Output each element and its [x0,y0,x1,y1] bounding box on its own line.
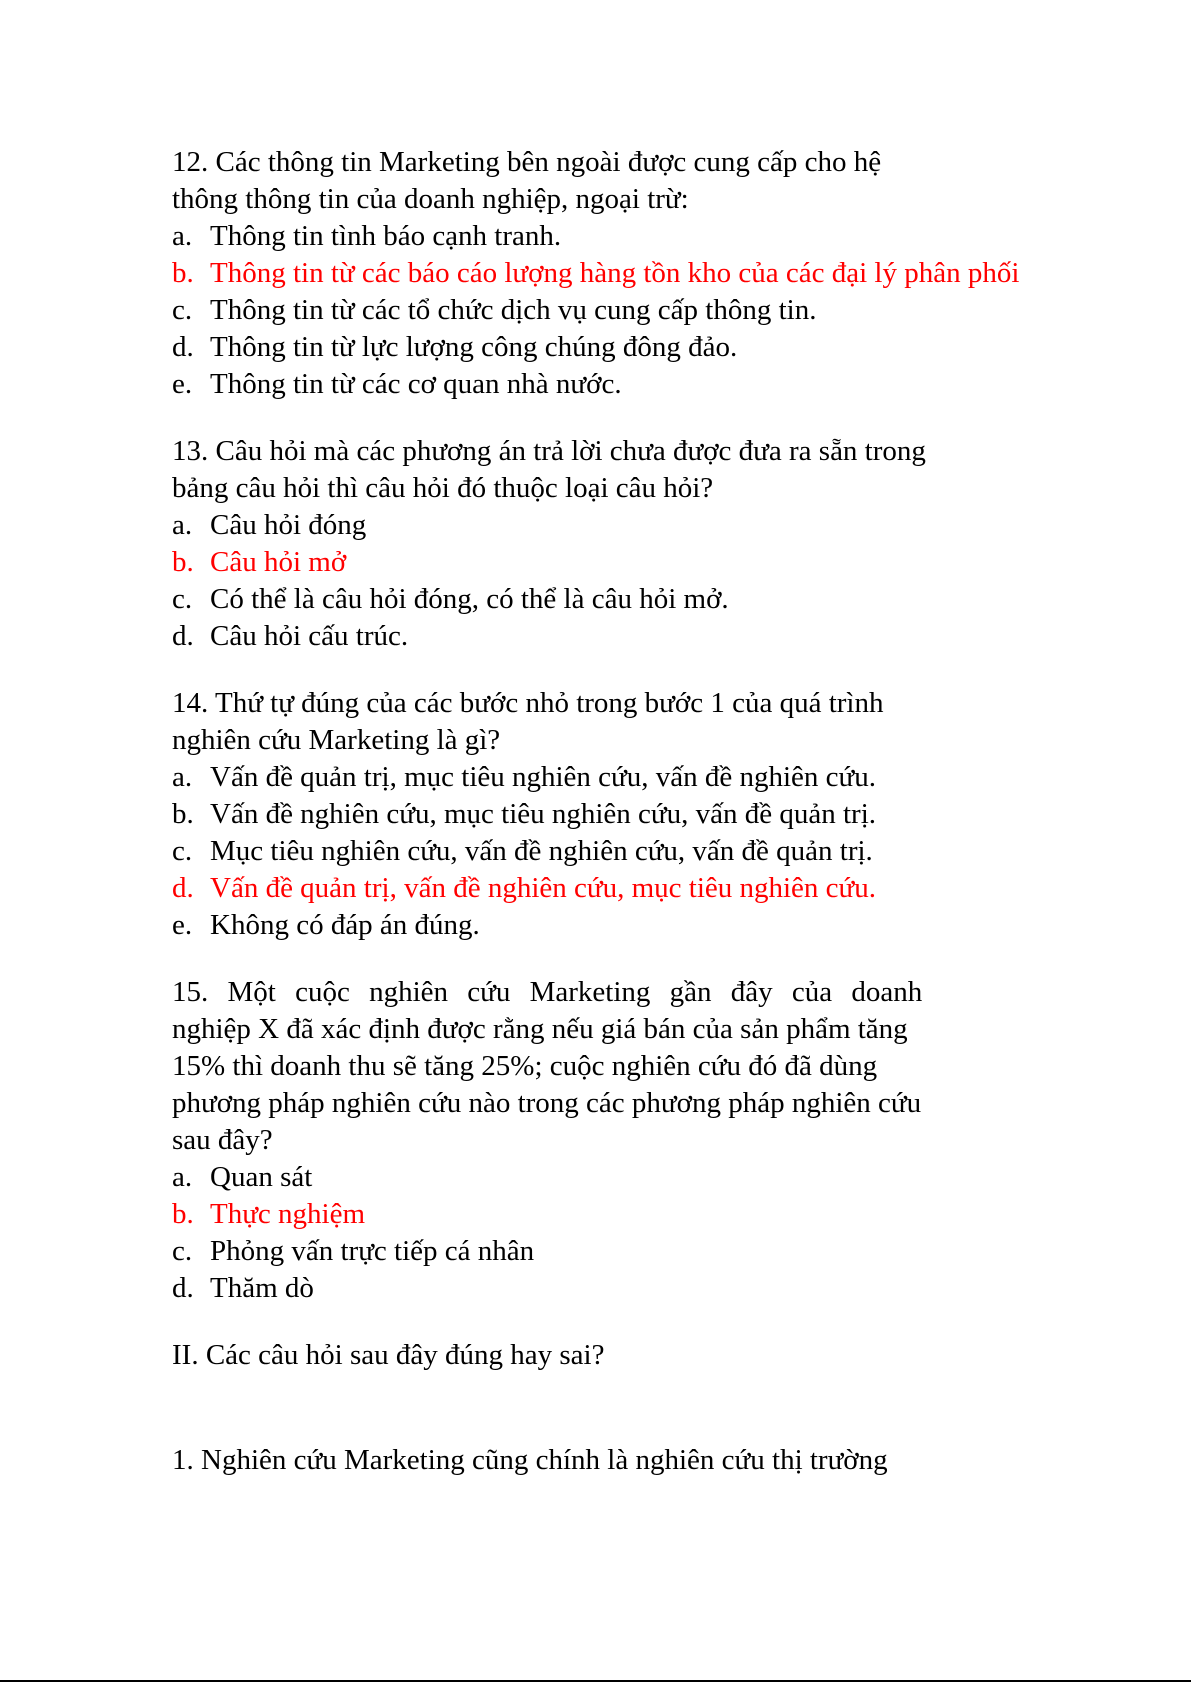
section-title: II. Các câu hỏi sau đây đúng hay sai? [172,1339,605,1371]
option-c: c. Phỏng vấn trực tiếp cá nhân [172,1235,535,1267]
question-stem: nghiệp X đã xác định được rằng nếu giá bán của sản phẩm tăng [172,1013,908,1045]
option-d: d. Câu hỏi cấu trúc. [172,620,409,652]
question-stem: 13. Câu hỏi mà các phương án trả lời chưa được đưa ra sẵn trong [172,435,926,467]
question-stem: bảng câu hỏi thì câu hỏi đó thuộc loại câu hỏi? [172,472,714,504]
option-b-correct: b. Câu hỏi mở [172,546,347,578]
question-stem: phương pháp nghiên cứu nào trong các phương pháp nghiên cứu [172,1087,922,1119]
question-stem: 12. Các thông tin Marketing bên ngoài được cung cấp cho hệ [172,146,882,178]
page-bottom-rule [0,1680,1191,1682]
question-stem: 15. Một cuộc nghiên cứu Marketing gần đây của doanh [172,976,923,1008]
option-c: c. Có thể là câu hỏi đóng, có thể là câu hỏi mở. [172,583,729,615]
document-body [172,144,1052,1479]
option-a: a. Thông tin tình báo cạnh tranh. [172,220,562,252]
option-a: a. Quan sát [172,1161,313,1193]
option-e: e. Không có đáp án đúng. [172,909,480,941]
option-a: a. Vấn đề quản trị, mục tiêu nghiên cứu, vấn đề nghiên cứu. [172,761,877,793]
true-false-item: 1. Nghiên cứu Marketing cũng chính là nghiên cứu thị trường [172,1444,888,1476]
option-b-correct: b. Thực nghiệm [172,1198,366,1230]
option-d: d. Thăm dò [172,1272,314,1304]
option-a: a. Câu hỏi đóng [172,509,367,541]
option-d: d. Thông tin từ lực lượng công chúng đông đảo. [172,331,738,363]
question-14 [172,685,1052,944]
option-e: e. Thông tin từ các cơ quan nhà nước. [172,368,622,400]
question-stem: 14. Thứ tự đúng của các bước nhỏ trong bước 1 của quá trình [172,687,884,719]
question-12 [172,144,1052,403]
question-stem: sau đây? [172,1124,273,1156]
question-stem: nghiên cứu Marketing là gì? [172,724,501,756]
question-stem: thông thông tin của doanh nghiệp, ngoại trừ: [172,183,689,215]
option-c: c. Thông tin từ các tổ chức dịch vụ cung cấp thông tin. [172,294,817,326]
option-b-correct: b. Thông tin từ các báo cáo lượng hàng tồn kho của các đại lý phân phối [172,257,1020,289]
question-stem: 15% thì doanh thu sẽ tăng 25%; cuộc nghiên cứu đó đã dùng [172,1050,878,1082]
option-b: b. Vấn đề nghiên cứu, mục tiêu nghiên cứu, vấn đề quản trị. [172,798,877,830]
option-c: c. Mục tiêu nghiên cứu, vấn đề nghiên cứu, vấn đề quản trị. [172,835,873,867]
question-15 [172,974,1052,1307]
question-13 [172,433,1052,655]
option-d-correct: d. Vấn đề quản trị, vấn đề nghiên cứu, mục tiêu nghiên cứu. [172,872,877,904]
